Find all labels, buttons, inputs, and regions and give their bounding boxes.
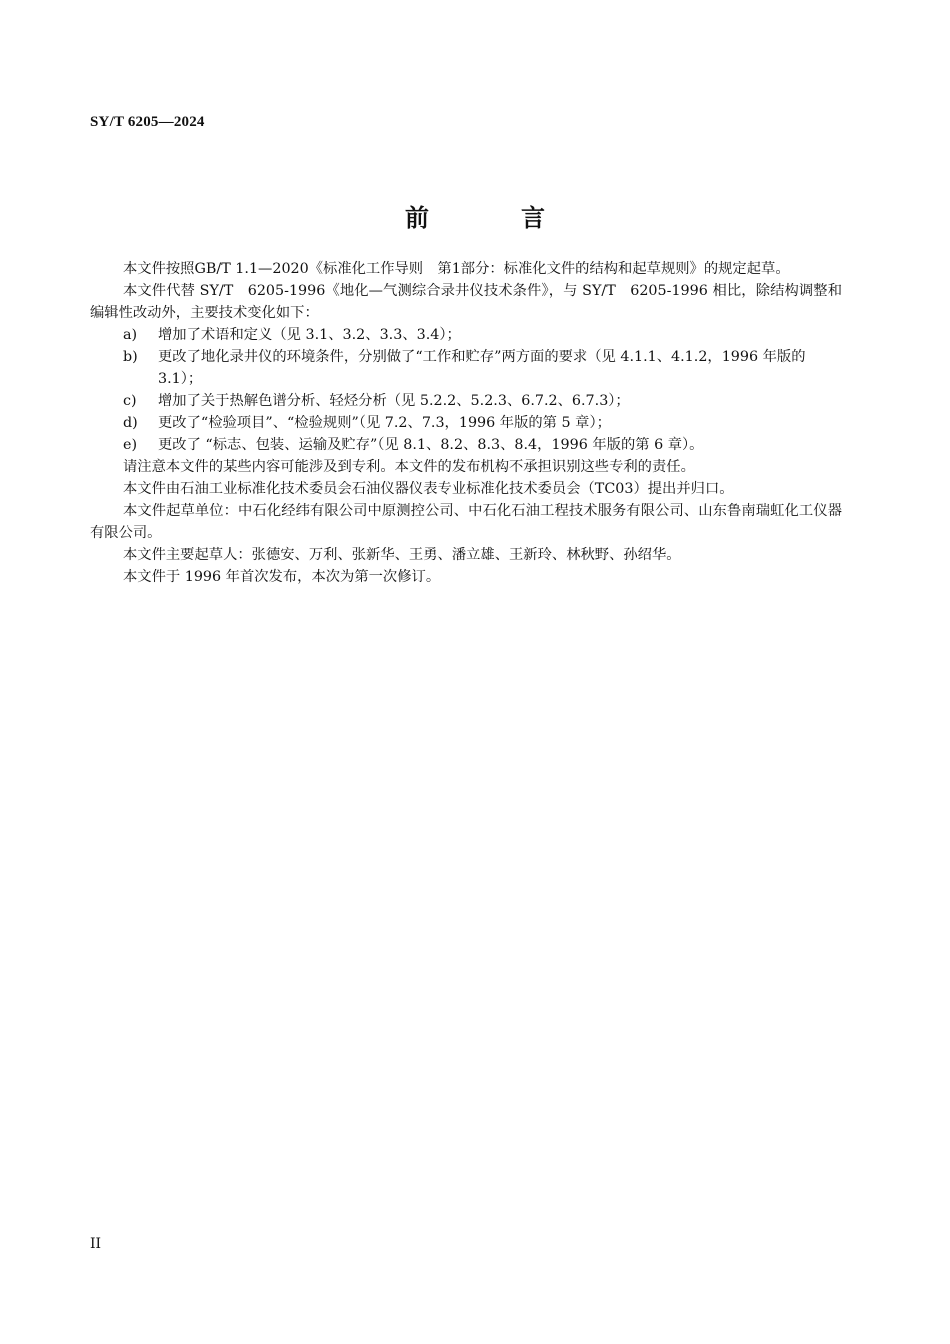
paragraph-drafting-units: 本文件起草单位：中石化经纬有限公司中原测控公司、中石化石油工程技术服务有限公司、山东鲁南瑞虹化工仪器有限公司。 [90,503,842,541]
paragraph-drafters: 本文件主要起草人：张德安、万利、张新华、王勇、潘立雄、王新玲、林秋野、孙绍华。 [123,547,681,563]
list-item-label: b) [123,349,138,365]
list-item-text: 增加了术语和定义（见 3.1、3.2、3.3、3.4）； [158,327,461,343]
list-item [90,346,842,390]
list-item-text: 更改了“检验项目”、“检验规则”（见 7.2、7.3，1996 年版的第 5 章）； [158,415,611,431]
list-item-label: a) [123,327,138,343]
list-item [90,412,842,434]
paragraph-history: 本文件于 1996 年首次发布，本次为第一次修订。 [123,569,441,585]
document-code: SY/T 6205—2024 [90,114,205,130]
list-item-label: e) [123,437,138,453]
list-item [90,324,842,346]
list-item-text: 更改了 “标志、包装、运输及贮存”（见 8.1、8.2、8.3、8.4，1996 年版的第 6 章）。 [158,437,704,453]
list-item-text: 增加了关于热解色谱分析、轻烃分析（见 5.2.2、5.2.3、6.7.2、6.7.3）； [158,393,630,409]
list-item [90,390,842,412]
list-item-text: 更改了地化录井仪的环境条件，分别做了“工作和贮存”两方面的要求（见 4.1.1、4.1.2，1996 年版的 3.1）； [158,349,806,387]
paragraph-patent-notice: 请注意本文件的某些内容可能涉及到专利。本文件的发布机构不承担识别这些专利的责任。 [123,459,695,475]
list-item-label: d) [123,415,138,431]
list-item-label: c) [123,393,137,409]
paragraph-drafting-rules: 本文件按照GB/T 1.1—2020《标准化工作导则 第1部分：标准化文件的结构和起草规则》的规定起草。 [123,261,790,277]
paragraph-proposer: 本文件由石油工业标准化技术委员会石油仪器仪表专业标准化技术委员会（TC03）提出并归口。 [123,481,734,497]
paragraph-replacement: 本文件代替 SY/T 6205-1996《地化—气测综合录井仪技术条件》，与 SY/T 6205-1996 相比，除结构调整和编辑性改动外，主要技术变化如下： [90,283,842,321]
page-number: II [90,1236,102,1252]
foreword-body [90,258,842,588]
page-title: 前 言 [405,203,579,232]
list-item [90,434,842,456]
